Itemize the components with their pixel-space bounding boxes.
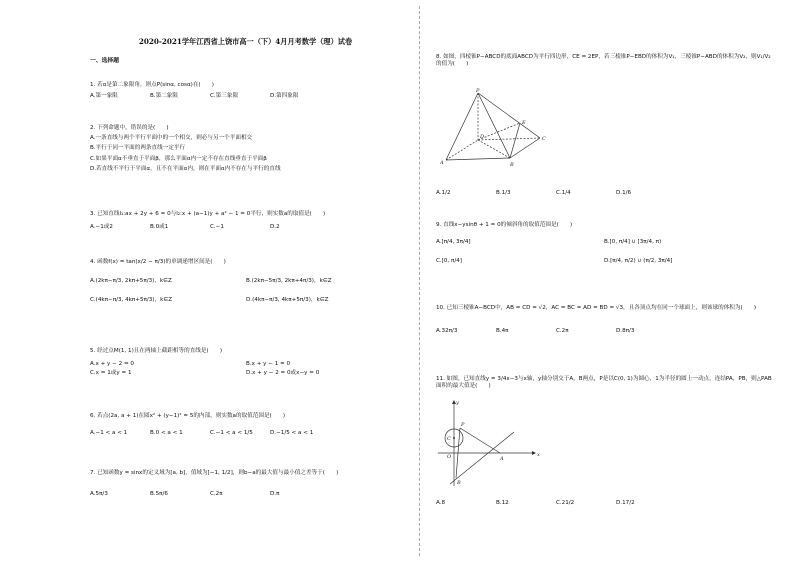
label-d: D <box>480 134 485 140</box>
edge-de <box>478 123 520 140</box>
question-6 <box>90 413 402 437</box>
option-d: D.(4kπ−π/3, 4kπ+5π/3)，k∈Z <box>246 297 329 304</box>
line-ab <box>450 432 514 484</box>
label-b: B <box>510 162 514 168</box>
option-b: B.[0, π/4] ∪ [3π/4, π) <box>604 239 662 246</box>
option-c: C.−1 <box>210 224 224 231</box>
option-c: C.−1 < a < 1/5 <box>210 430 253 437</box>
question-8-options <box>436 186 772 197</box>
question-1 <box>90 82 402 100</box>
option-c: C.如果平面α不垂直于平面β，那么平面α内一定不存在直线垂直于平面β <box>90 155 267 162</box>
option-c: C.第三象限 <box>210 93 239 100</box>
edge-ab <box>446 158 510 160</box>
option-b: B.(2kπ−5π/3, 2kπ+4π/3)，k∈Z <box>246 278 332 285</box>
option-d: D.2 <box>270 224 280 231</box>
option-d: D.[π/4, π/2) ∪ (π/2, 3π/4] <box>604 258 673 265</box>
option-a: A.第一象限 <box>90 93 118 100</box>
label-e: E <box>522 120 526 126</box>
option-a: A.−1或2 <box>90 224 113 231</box>
question-3 <box>90 211 402 231</box>
question-2 <box>90 125 402 173</box>
option-a: A.一条直线与两个平行平面中的一个相交，则必与另一个平面相交 <box>90 135 253 142</box>
edge-pc <box>478 93 540 138</box>
label-p: P <box>476 88 480 94</box>
option-b: B.12 <box>496 500 509 506</box>
question-stem: 2. 下列命题中，错误的是( ) <box>90 125 169 131</box>
question-stem: 4. 函数f(x) = tan(x/2 − π/3)的单调递增区间是( ) <box>90 259 226 265</box>
question-7 <box>90 470 402 498</box>
pyramid-figure <box>440 88 550 170</box>
option-b: B.第二象限 <box>150 93 178 100</box>
option-c: C.(4kπ−π/3, 4kπ+5π/3)，k∈Z <box>90 297 173 304</box>
option-b: B.4π <box>496 328 509 335</box>
option-d: D.第四象限 <box>270 93 299 100</box>
label-x: x <box>537 452 540 458</box>
label-a: A <box>500 456 504 462</box>
option-a: A.5π/3 <box>90 491 108 498</box>
question-stem: 11. 如图，已知直线y = 3/4x−3与x轴，y轴分别交于A，B两点，P是以C(0, 1)为圆心，1为半径的圆上一动点，连结PA，PB，则△PAB面积的最大值是( ) <box>436 376 772 390</box>
x-arrow <box>532 451 536 455</box>
label-c: C <box>447 436 451 442</box>
option-c: C.2π <box>210 491 223 498</box>
option-b: B.1/3 <box>496 190 511 196</box>
option-a: A.x + y − 2 = 0 <box>90 361 134 368</box>
question-5 <box>90 348 402 378</box>
option-a: A.−1 < a < 1 <box>90 430 128 437</box>
coordinate-figure <box>434 398 544 488</box>
option-d: D.x + y − 2 = 0或x−y = 0 <box>246 370 320 377</box>
label-y: y <box>456 400 459 406</box>
option-b: B.平行于同一平面的两条直线一定平行 <box>90 145 186 152</box>
question-stem: 6. 若点(2a, a + 1)在圆x² + (y−1)² = 5的内部，则实数a的取值范围是( ) <box>90 413 286 419</box>
option-d: D.若直线不平行于平面α，且不在平面α内，则在平面α内不存在与平行的直线 <box>90 165 281 172</box>
question-stem: 7. 已知函数y = sinx的定义域为[a, b]，值域为[−1, 1/2]，则b−a的最大值与最小值之差等于( ) <box>90 470 339 476</box>
question-stem: 9. 直线x−ysinθ + 1 = 0的倾斜角的取值范围是( ) <box>436 222 573 228</box>
option-c: C.21/2 <box>556 500 575 506</box>
option-b: B.5π/6 <box>150 491 168 498</box>
label-p: P <box>461 422 465 428</box>
center-dot <box>453 437 455 439</box>
question-stem: 1. 若α是第二象限角，则点P(sinα, cosα)在( ) <box>90 82 214 88</box>
question-9 <box>436 222 772 266</box>
option-c: C.2π <box>556 328 569 335</box>
edge-dc <box>478 138 540 140</box>
question-8 <box>436 54 772 68</box>
option-a: A.32π/3 <box>436 328 458 335</box>
option-c: C.[0, π/4] <box>436 258 462 265</box>
exam-title: 2020-2021学年江西省上饶市高一（下）4月月考数学（理）试卷 <box>138 37 353 46</box>
option-b: B.0或1 <box>150 224 169 231</box>
question-4 <box>90 259 402 305</box>
option-d: D.17/2 <box>616 500 635 506</box>
option-a: A.8 <box>436 500 446 506</box>
question-11 <box>436 376 772 390</box>
option-c: C.1/4 <box>556 190 571 196</box>
option-a: A.1/2 <box>436 190 451 196</box>
option-d: D.π <box>270 491 280 498</box>
option-b: B.x + y − 1 = 0 <box>246 361 291 368</box>
section-heading: 一、选择题 <box>90 58 119 64</box>
option-a: A.(2kπ−π/3, 2kπ+5π/3)，k∈Z <box>90 278 172 285</box>
label-b: B <box>457 480 461 486</box>
option-d: D.8π/3 <box>616 328 635 335</box>
label-a: A <box>440 160 444 166</box>
question-stem: 5. 经过点M(1, 1)且在两轴上截距相等的直线是( ) <box>90 348 223 354</box>
segment-pa <box>460 428 500 453</box>
label-o: O <box>447 454 452 460</box>
option-d: D.−1/5 < a < 1 <box>270 430 314 437</box>
option-b: B.0 < a < 1 <box>150 430 183 437</box>
option-c: C.x = 1或y = 1 <box>90 370 132 377</box>
question-stem: 3. 已知直线l₁:ax + 2y + 6 = 0与l₂:x + (a−1)y + a² − 1 = 0平行，则实数a的取值是( ) <box>90 211 326 217</box>
column-divider <box>419 6 420 556</box>
question-10 <box>436 305 772 335</box>
option-d: D.1/6 <box>616 190 632 196</box>
option-a: A.[π/4, 3π/4] <box>436 239 471 246</box>
edge-pb <box>478 93 510 158</box>
question-stem: 8. 如图，四棱锥P−ABCD的底面ABCD为平行四边形，CE = 2EP，若三棱锥P−EBD的体积为V₁，三棱锥P−ABD的体积为V₂，则V₁/V₂的值为( ) <box>436 54 771 68</box>
question-stem: 10. 已知三棱锥A−BCD中，AB = CD = √2，AC = BC = AD = BD = √3，且各顶点均在同一个球面上，则该球的体积为( ) <box>436 305 757 311</box>
label-c: C <box>542 136 546 142</box>
question-11-options <box>436 496 772 507</box>
